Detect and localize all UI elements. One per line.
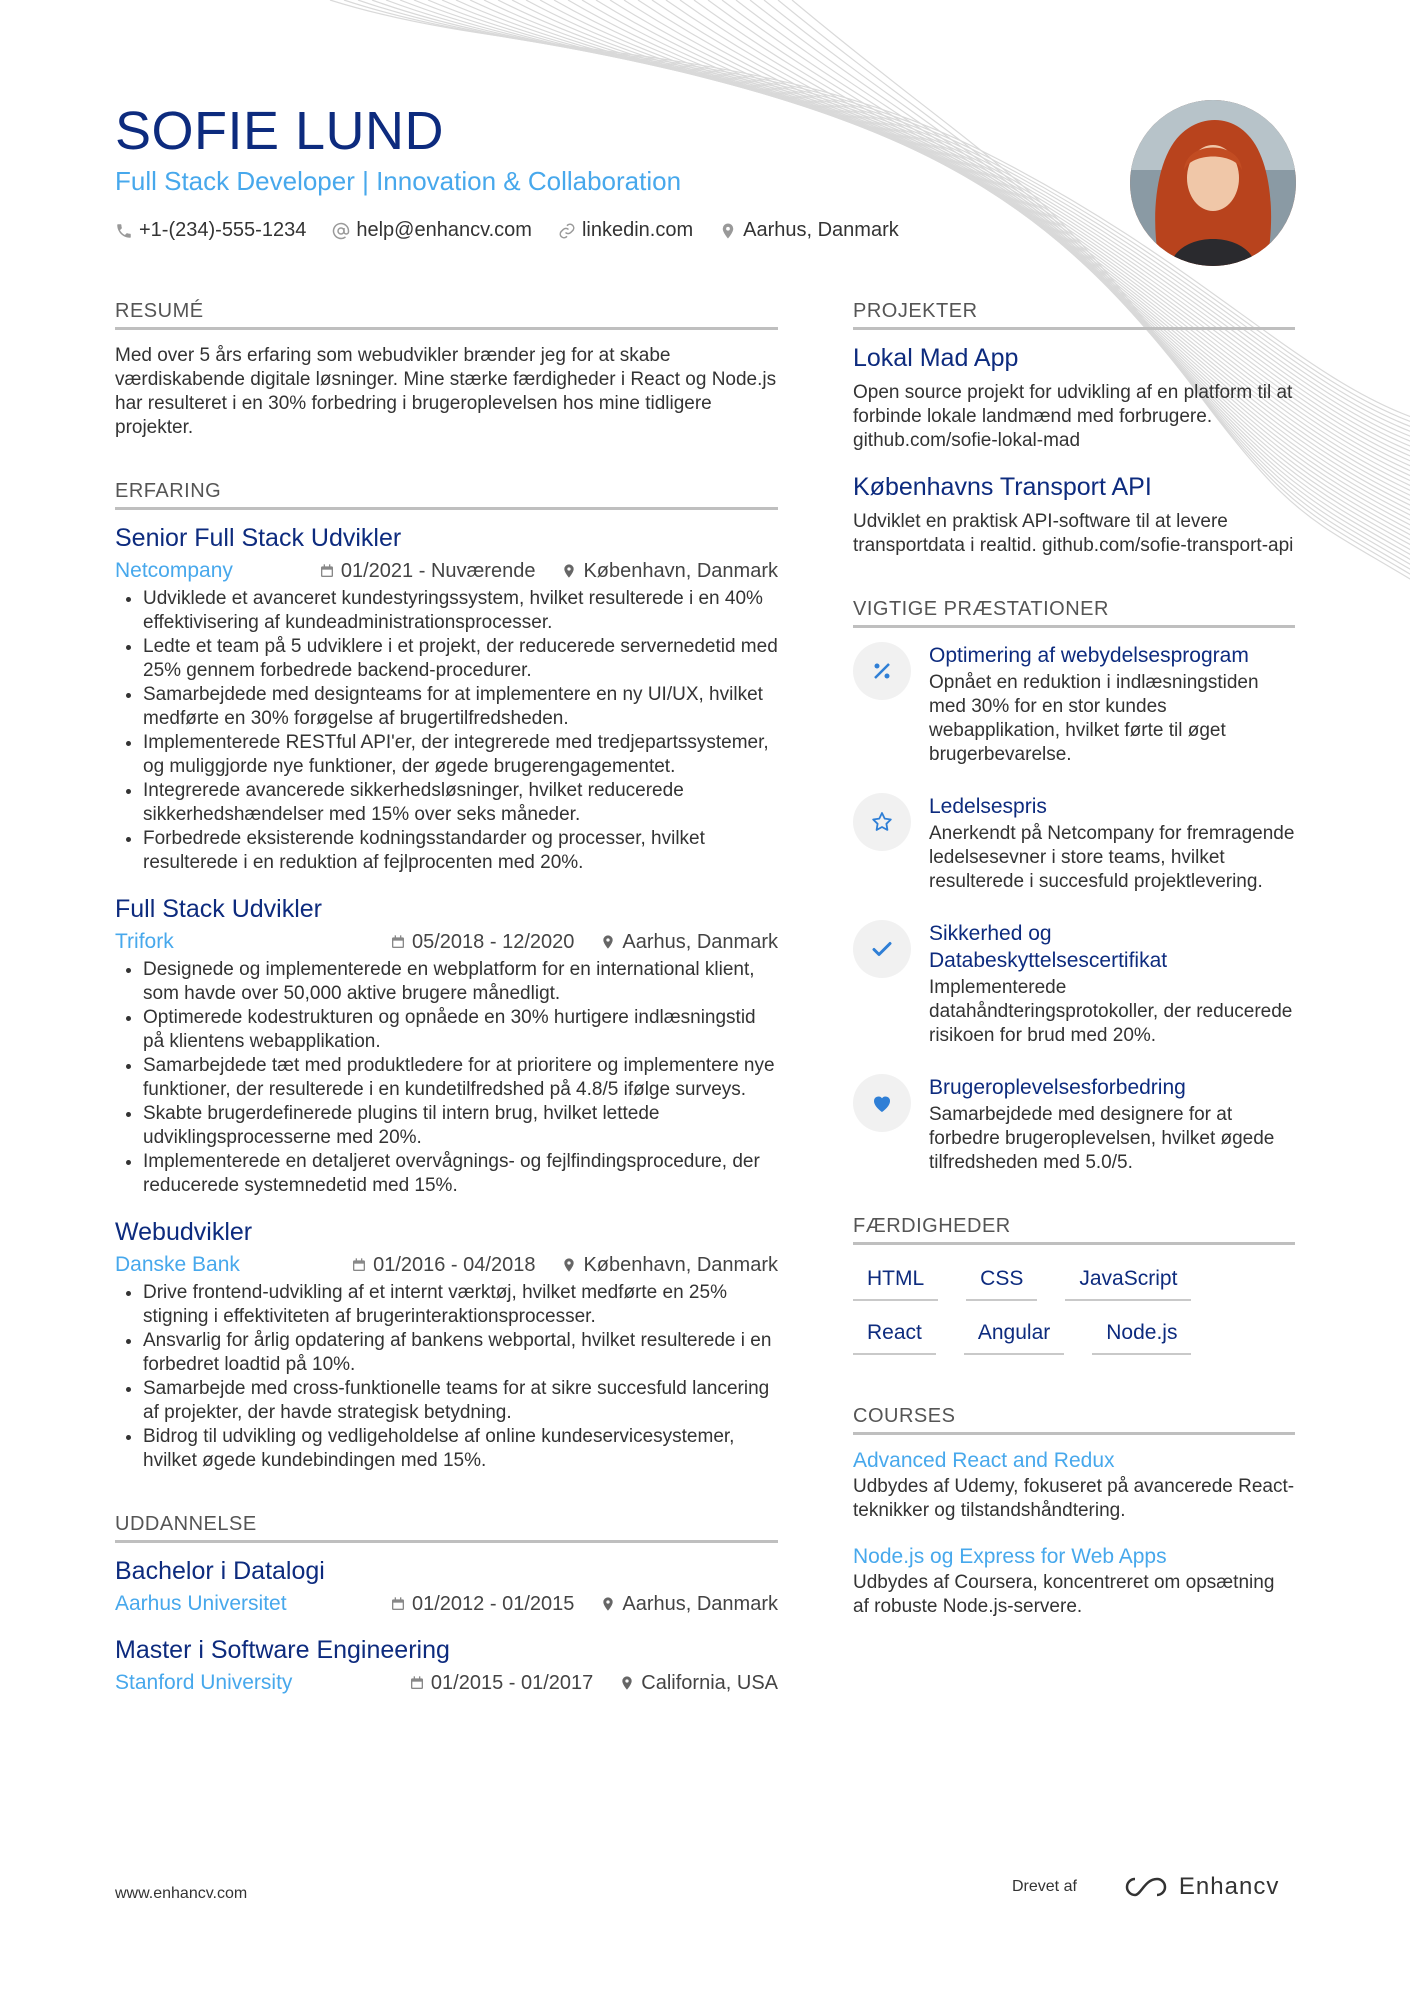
achievement-icon-badge bbox=[853, 793, 911, 851]
contact-email[interactable] bbox=[332, 219, 532, 242]
right-column bbox=[853, 300, 1295, 1641]
footer-website[interactable]: www.enhancv.com bbox=[115, 1885, 248, 1902]
job-company: Trifork bbox=[115, 930, 174, 953]
job-company: Danske Bank bbox=[115, 1253, 240, 1276]
calendar-icon bbox=[319, 563, 335, 579]
job-role: Senior Full Stack Udvikler bbox=[115, 524, 402, 552]
education-section-title: UDDANNELSE bbox=[115, 1513, 778, 1543]
location-text: Aarhus, Danmark bbox=[743, 219, 899, 241]
achievement-title: Optimering af webydelsesprogram bbox=[929, 644, 1249, 667]
job-meta bbox=[115, 930, 778, 954]
achievement-title: Brugeroplevelsesforbedring bbox=[929, 1076, 1186, 1099]
achievement-description: Anerkendt på Netcompany for fremragende ledelsesevner i store teams, hvilket resulterede i succesfuld projektlevering. bbox=[929, 823, 1295, 892]
achievement-description: Opnået en reduktion i indlæsningstiden med 30% for en stor kundes webapplikation, hvilket førte til øget brugerbevarelse. bbox=[929, 672, 1259, 765]
location-pin-icon bbox=[561, 563, 577, 579]
job-dates-text: 01/2021 - Nuværende bbox=[340, 559, 536, 582]
email-text: help@enhancv.com bbox=[356, 219, 532, 241]
achievement-item bbox=[853, 642, 1295, 767]
project-description: Open source projekt for udvikling af en platform til at forbinde lokale landmænd med forbrugere. github.com/sofie-lokal-mad bbox=[853, 382, 1293, 451]
resume-section-title: RESUMÉ bbox=[115, 300, 778, 330]
job-bullet: • Samarbejdede med designteams for at implementere en ny UI/UX, hvilket medførte en 30% forøgelse af brugertilfredsheden. bbox=[143, 683, 778, 731]
location-pin-icon bbox=[600, 1596, 616, 1612]
contact-location bbox=[719, 219, 899, 242]
powered-by-text: Drevet af bbox=[1012, 1878, 1077, 1895]
job-entry bbox=[115, 524, 778, 875]
percent-icon bbox=[870, 659, 894, 683]
calendar-icon bbox=[390, 934, 406, 950]
calendar-icon bbox=[409, 1675, 425, 1691]
footer-branding bbox=[1012, 1873, 1279, 1901]
achievement-description: Samarbejdede med designere for at forbedre brugeroplevelsen, hvilket øgede tilfredsheden med 5.0/5. bbox=[929, 1104, 1275, 1173]
achievement-icon-badge bbox=[853, 920, 911, 978]
job-bullet: • Ledte et team på 5 udviklere i et projekt, der reducerede servernedetid med 25% gennem forbedrede backend-procedurer. bbox=[143, 635, 778, 683]
achievements-section-title: VIGTIGE PRÆSTATIONER bbox=[853, 598, 1295, 628]
job-role: Webudvikler bbox=[115, 1218, 253, 1246]
course-description: Udbydes af Udemy, fokuseret på avancerede React-teknikker og tilstandshåndtering. bbox=[853, 1476, 1295, 1521]
skills-section-title: FÆRDIGHEDER bbox=[853, 1215, 1295, 1245]
enhancv-logo-icon bbox=[1123, 1875, 1169, 1899]
candidate-title: Full Stack Developer | Innovation & Collaboration bbox=[115, 166, 682, 196]
project-description: Udviklet en praktisk API-software til at levere transportdata i realtid. github.com/sofie-transport-api bbox=[853, 511, 1294, 556]
education-degree: Bachelor i Datalogi bbox=[115, 1557, 325, 1585]
project-name: Lokal Mad App bbox=[853, 344, 1019, 372]
calendar-icon bbox=[390, 1596, 406, 1612]
job-bullet: • Integrerede avancerede sikkerhedsløsninger, hvilket reducerede sikkerhedshændelser med 15% over seks måneder. bbox=[143, 779, 778, 827]
location-pin-icon bbox=[619, 1675, 635, 1691]
course-description: Udbydes af Coursera, koncentreret om opsætning af robuste Node.js-servere. bbox=[853, 1572, 1275, 1617]
job-meta bbox=[115, 559, 778, 583]
skill-tag: CSS bbox=[966, 1259, 1037, 1301]
linkedin-text: linkedin.com bbox=[581, 219, 694, 241]
job-location-text: København, Danmark bbox=[583, 1253, 778, 1276]
location-pin-icon bbox=[719, 222, 737, 240]
skill-tag: React bbox=[853, 1313, 936, 1355]
achievement-icon-badge bbox=[853, 642, 911, 700]
courses-section-title: COURSES bbox=[853, 1405, 1295, 1435]
education-entry bbox=[115, 1636, 778, 1695]
heart-icon bbox=[870, 1091, 894, 1115]
job-bullet: • Forbedrede eksisterende kodningsstandarder og processer, hvilket resulterede i en reduktion af fejlprocenten med 20%. bbox=[143, 827, 778, 875]
avatar-illustration bbox=[1130, 100, 1296, 266]
job-company: Netcompany bbox=[115, 559, 233, 582]
job-role: Full Stack Udvikler bbox=[115, 895, 322, 923]
course-name: Node.js og Express for Web Apps bbox=[853, 1545, 1167, 1568]
job-bullet: • Samarbejdede tæt med produktledere for at prioritere og implementere nye funktioner, der resulterede i en kundetilfredshed på 4.8/5 ifølge surveys. bbox=[143, 1054, 778, 1102]
skill-tag: HTML bbox=[853, 1259, 938, 1301]
achievement-title: Sikkerhed og Databeskyttelsescertifikat bbox=[929, 922, 1168, 972]
achievement-item bbox=[853, 920, 1295, 1048]
experience-section-title: ERFARING bbox=[115, 480, 778, 510]
job-bullet: • Ansvarlig for årlig opdatering af bankens webportal, hvilket resulterede i en forbedret loadtid på 10%. bbox=[143, 1329, 778, 1377]
projects-section-title: PROJEKTER bbox=[853, 300, 1295, 330]
calendar-icon bbox=[351, 1257, 367, 1273]
left-column bbox=[115, 300, 778, 1715]
job-entry bbox=[115, 1218, 778, 1473]
job-bullets bbox=[115, 587, 778, 875]
job-dates bbox=[390, 931, 574, 954]
education-school: Aarhus Universitet bbox=[115, 1592, 287, 1615]
course-name: Advanced React and Redux bbox=[853, 1449, 1115, 1472]
contact-linkedin[interactable] bbox=[558, 219, 693, 242]
education-school: Stanford University bbox=[115, 1671, 293, 1694]
achievement-item bbox=[853, 793, 1295, 894]
skills-list bbox=[853, 1259, 1295, 1355]
job-location-text: København, Danmark bbox=[583, 559, 778, 582]
job-bullet: • Designede og implementerede en webplatform for en international klient, som havde over 50,000 aktive brugere månedligt. bbox=[143, 958, 778, 1006]
job-dates-text: 01/2016 - 04/2018 bbox=[373, 1253, 536, 1276]
location-pin-icon bbox=[561, 1257, 577, 1273]
contact-row bbox=[115, 219, 1095, 242]
resume-summary: Med over 5 års erfaring som webudvikler brænder jeg for at skabe værdiskabende digitale løsninger. Mine stærke færdigheder i React og Node.js har resulteret i en 30% forbedring i brugeroplevelsen hos mine tidligere projekter. bbox=[115, 345, 777, 438]
resume-header bbox=[115, 100, 1095, 242]
job-bullet: • Bidrog til udvikling og vedligeholdelse af online kundeservicesystemer, hvilket øgede kundebindingen med 15%. bbox=[143, 1425, 778, 1473]
achievement-item bbox=[853, 1074, 1295, 1175]
brand-name: Enhancv bbox=[1178, 1873, 1280, 1900]
skill-tag: Node.js bbox=[1092, 1313, 1191, 1355]
education-location bbox=[619, 1672, 778, 1695]
education-dates bbox=[390, 1593, 574, 1616]
job-bullet: • Drive frontend-udvikling af et internt værktøj, hvilket medførte en 25% stigning i effektiviteten af brugerinteraktionsprocesser. bbox=[143, 1281, 778, 1329]
job-dates bbox=[351, 1254, 535, 1277]
job-dates-text: 05/2018 - 12/2020 bbox=[412, 930, 575, 953]
phone-text: +1-(234)-555-1234 bbox=[139, 219, 307, 241]
contact-phone[interactable] bbox=[115, 219, 306, 242]
job-bullet: • Samarbejde med cross-funktionelle teams for at sikre succesfuld lancering af projekter, der havde strategisk betydning. bbox=[143, 1377, 778, 1425]
job-bullets bbox=[115, 958, 778, 1198]
job-bullet: • Optimerede kodestrukturen og opnåede en 30% hurtigere indlæsningstid på klientens webapplikation. bbox=[143, 1006, 778, 1054]
project-name: Københavns Transport API bbox=[853, 473, 1152, 501]
job-bullet: • Udviklede et avanceret kundestyringssystem, hvilket resulterede i en 40% effektivisering af kundeadministrationsprocesser. bbox=[143, 587, 778, 635]
job-location bbox=[600, 931, 778, 954]
job-bullet: • Implementerede RESTful API'er, der integrerede med tredjepartssystemer, og muliggjorde nye funktioner, der øgede brugerengagementet. bbox=[143, 731, 778, 779]
job-meta bbox=[115, 1253, 778, 1277]
education-location bbox=[600, 1593, 778, 1616]
location-pin-icon bbox=[600, 934, 616, 950]
at-icon bbox=[332, 222, 350, 240]
education-entry bbox=[115, 1557, 778, 1616]
achievement-description: Implementerede datahåndteringsprotokoller, der reducerede risikoen for brud med 20%. bbox=[929, 977, 1293, 1046]
job-entry bbox=[115, 895, 778, 1198]
skill-tag: Angular bbox=[964, 1313, 1064, 1355]
job-location-text: Aarhus, Danmark bbox=[622, 930, 778, 953]
star-icon bbox=[870, 810, 894, 834]
brand-logo[interactable] bbox=[1123, 1873, 1279, 1901]
achievement-icon-badge bbox=[853, 1074, 911, 1132]
job-bullet: • Skabte brugerdefinerede plugins til intern brug, hvilket lettede udviklingsprocesserne med 20%. bbox=[143, 1102, 778, 1150]
job-bullets bbox=[115, 1281, 778, 1473]
education-location-text: Aarhus, Danmark bbox=[622, 1592, 778, 1615]
job-dates bbox=[319, 560, 536, 583]
link-icon bbox=[558, 222, 576, 240]
job-location bbox=[561, 560, 778, 583]
achievement-title: Ledelsespris bbox=[929, 795, 1047, 818]
job-bullet: • Implementerede en detaljeret overvågnings- og fejlfindingsprocedure, der reducerede systemnedetid med 15%. bbox=[143, 1150, 778, 1198]
check-icon bbox=[870, 937, 894, 961]
skill-tag: JavaScript bbox=[1065, 1259, 1191, 1301]
education-degree: Master i Software Engineering bbox=[115, 1636, 450, 1664]
education-dates-text: 01/2015 - 01/2017 bbox=[430, 1671, 594, 1694]
education-dates-text: 01/2012 - 01/2015 bbox=[412, 1592, 575, 1615]
profile-photo bbox=[1130, 100, 1296, 266]
job-location bbox=[561, 1254, 778, 1277]
phone-icon bbox=[115, 222, 133, 240]
education-dates bbox=[409, 1672, 593, 1695]
candidate-name: SOFIE LUND bbox=[115, 101, 445, 161]
education-meta bbox=[115, 1671, 778, 1695]
education-meta bbox=[115, 1592, 778, 1616]
education-location-text: California, USA bbox=[641, 1671, 778, 1694]
